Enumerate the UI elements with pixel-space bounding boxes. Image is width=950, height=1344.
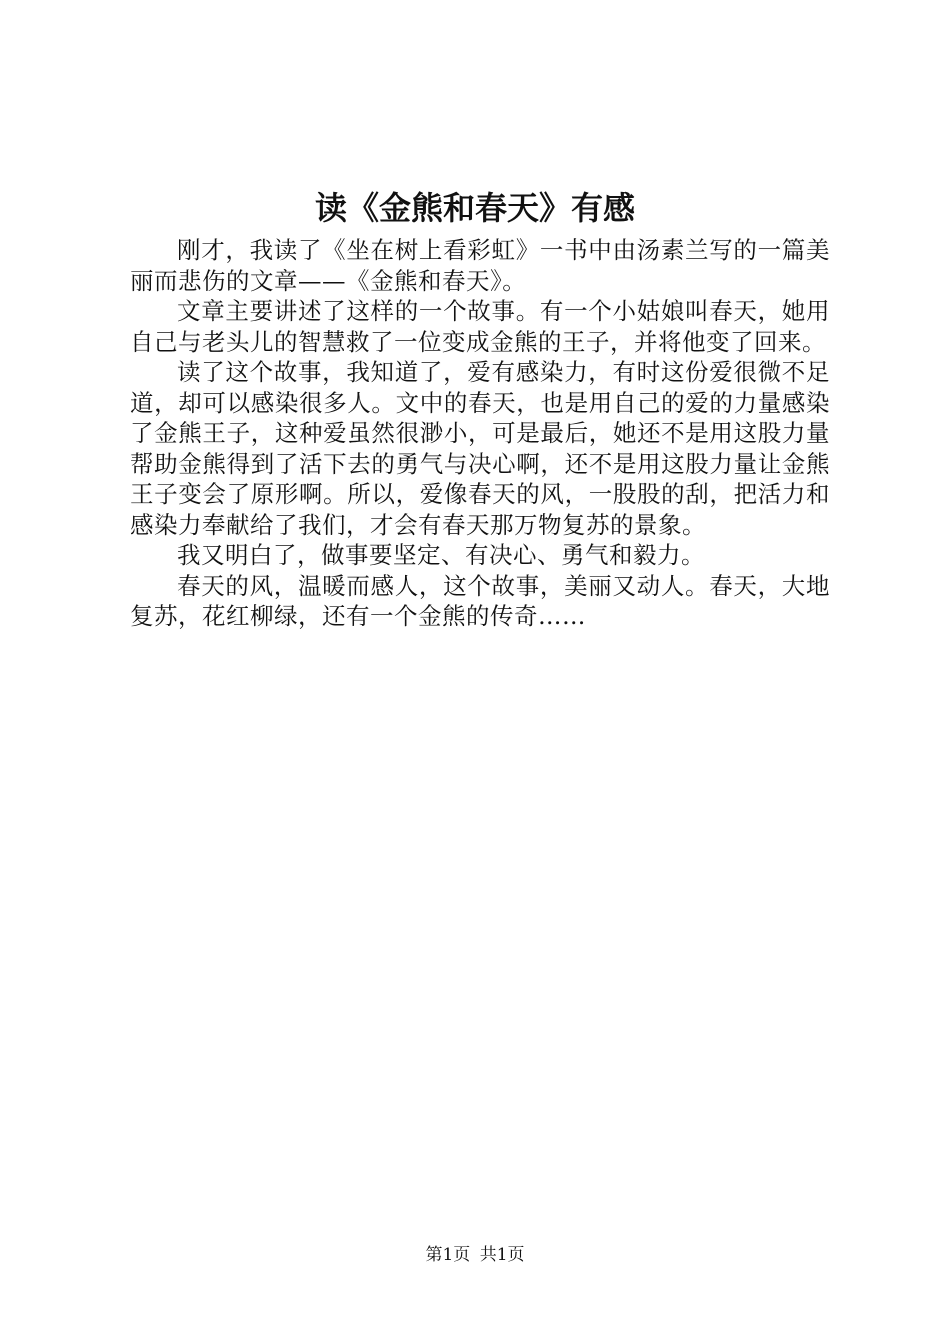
paragraph: 文章主要讲述了这样的一个故事。有一个小姑娘叫春天，她用自己与老头儿的智慧救了一位变成金熊的王子，并将他变了回来。 bbox=[130, 297, 830, 356]
page-number: 第1页 bbox=[425, 1245, 471, 1265]
page-footer bbox=[0, 1243, 950, 1267]
paragraph: 我又明白了，做事要坚定、有决心、勇气和毅力。 bbox=[177, 541, 705, 569]
paragraph: 春天的风，温暖而感人，这个故事，美丽又动人。春天，大地复苏，花红柳绿，还有一个金熊的传奇…… bbox=[130, 571, 830, 630]
page-total: 共1页 bbox=[479, 1245, 525, 1265]
paragraph: 刚才，我读了《坐在树上看彩虹》一书中由汤素兰写的一篇美丽而悲伤的文章——《金熊和春天》。 bbox=[130, 236, 830, 295]
page-title: 读《金熊和春天》有感 bbox=[314, 189, 635, 227]
article-body bbox=[130, 235, 830, 632]
paragraph: 读了这个故事，我知道了，爱有感染力，有时这份爱很微不足道，却可以感染很多人。文中的春天，也是用自己的爱的力量感染了金熊王子，这种爱虽然很渺小，可是最后，她还不是用这股力量帮助金熊得到了活下去的勇气与决心啊，还不是用这股力量让金熊王子变会了原形啊。所以，爱像春天的风，一股股的刮，把活力和感染力奉献给了我们，才会有春天那万物复苏的景象。 bbox=[130, 358, 830, 539]
